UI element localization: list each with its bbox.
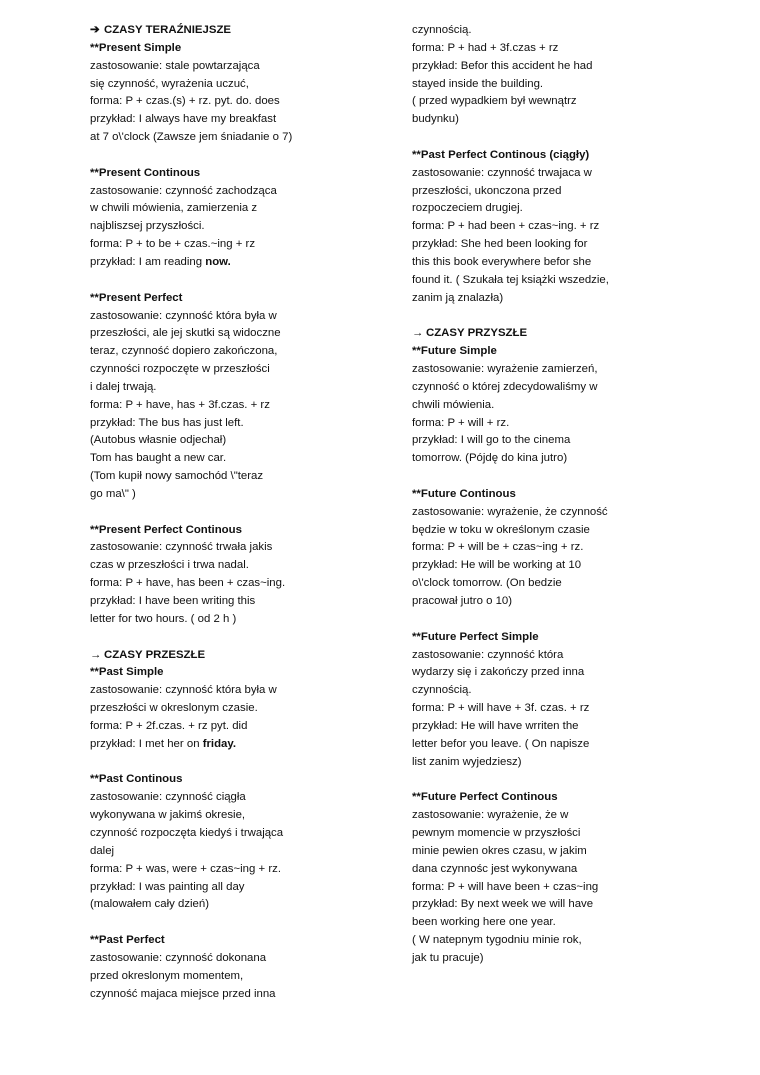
text-line xyxy=(412,111,742,129)
line-text: jak tu pracuje) xyxy=(412,951,484,964)
text-line xyxy=(90,843,390,861)
text-line xyxy=(90,379,390,397)
line-text: przykład: He will have wrriten the xyxy=(412,719,579,732)
text-line xyxy=(412,754,742,772)
text-line xyxy=(90,254,390,272)
blank-line xyxy=(90,272,390,290)
text-line xyxy=(90,397,390,415)
line-text: przykład: I have been writing this xyxy=(90,595,256,607)
line-text: będzie w toku w określonym czasie xyxy=(412,523,590,536)
text-line xyxy=(90,236,390,254)
text-line xyxy=(412,575,742,593)
tense-heading-text: **Future Continous xyxy=(412,487,516,500)
tense-heading-text: **Past Simple xyxy=(90,666,164,679)
line-text: wydarzy się i zakończy przed inna xyxy=(412,666,585,679)
text-line xyxy=(90,682,390,700)
text-line xyxy=(90,896,390,914)
line-text: czynność majaca miejsce przed inna xyxy=(90,987,276,1000)
text-line xyxy=(90,557,390,575)
text-line xyxy=(90,718,390,736)
line-text: najbliszsej przyszłości. xyxy=(90,220,205,233)
section-heading xyxy=(90,22,390,40)
text-line xyxy=(412,682,742,700)
text-line xyxy=(412,272,742,290)
tense-heading-text: **Past Perfect Continous (ciągły) xyxy=(412,148,590,161)
text-line xyxy=(412,58,742,76)
tense-heading xyxy=(90,932,390,950)
text-line xyxy=(90,736,390,754)
tense-heading xyxy=(90,771,390,789)
line-text: przykład: I will go to the cinema xyxy=(412,434,571,447)
line-text: pewnym momencie w przyszłości xyxy=(412,826,581,839)
text-line xyxy=(412,539,742,557)
text-line xyxy=(90,575,390,593)
text-line xyxy=(412,200,742,218)
line-text: Tom has baught a new car. xyxy=(90,452,227,465)
line-text: przykład: I always have my breakfast xyxy=(90,113,277,126)
tense-heading xyxy=(90,40,390,58)
line-text: zastosowanie: czynność która była w xyxy=(90,309,277,322)
line-text: zastosowanie: czynność ciągła xyxy=(90,791,246,804)
line-text: zastosowanie: czynność która xyxy=(412,648,564,661)
text-line xyxy=(90,129,390,147)
text-line xyxy=(412,22,742,40)
line-text: list zanim wyjedziesz) xyxy=(412,755,522,768)
line-text: letter befor you leave. ( On napisze xyxy=(412,737,590,750)
text-line xyxy=(412,361,742,379)
left-column xyxy=(90,22,390,1003)
text-line xyxy=(90,432,390,450)
tense-heading-text: **Future Perfect Continous xyxy=(412,791,558,804)
tense-heading xyxy=(412,343,742,361)
tense-heading-text: **Future Simple xyxy=(412,345,497,358)
line-text: forma: P + had been + czas~ing. + rz xyxy=(412,220,600,233)
line-text: zastosowanie: czynność trwała jakis xyxy=(90,541,273,554)
emphasis-text: friday. xyxy=(202,737,237,750)
line-text: czas w przeszłości i trwa nadal. xyxy=(90,559,249,572)
line-text: forma: P + to be + czas.~ing + rz xyxy=(90,238,256,251)
text-line xyxy=(90,986,390,1004)
line-text: czynność o której zdecydowaliśmy w xyxy=(412,380,598,393)
text-line xyxy=(412,379,742,397)
section-heading-text: CZASY PRZESZŁE xyxy=(104,648,206,661)
text-line xyxy=(90,450,390,468)
text-line xyxy=(90,325,390,343)
line-text: się czynność, wyrażenia uczuć, xyxy=(90,77,249,90)
line-text: found it. ( Szukała tej książki wszedzie, xyxy=(412,273,609,286)
arrow-right-icon: → xyxy=(90,648,102,661)
tense-heading-text: **Past Perfect xyxy=(90,934,165,947)
line-text: (Autobus własnie odjechał) xyxy=(90,434,227,447)
line-text: wykonywana w jakimś okresie, xyxy=(90,809,246,822)
line-text: forma: P + 2f.czas. + rz pyt. did xyxy=(90,719,248,732)
line-text: forma: P + czas.(s) + rz. pyt. do. does xyxy=(90,95,280,108)
blank-line xyxy=(412,468,742,486)
text-line xyxy=(412,825,742,843)
line-text: minie pewien okres czasu, w jakim xyxy=(412,844,587,857)
text-line xyxy=(412,415,742,433)
section-heading-text: CZASY TERAŹNIEJSZE xyxy=(104,24,232,36)
blank-line xyxy=(412,308,742,326)
line-text: forma: P + have, has been + czas~ing. xyxy=(90,577,286,590)
text-line xyxy=(412,736,742,754)
line-text: tomorrow. (Pójdę do kina jutro) xyxy=(412,452,568,465)
text-line xyxy=(412,522,742,540)
line-text: przykład: Befor this accident he had xyxy=(412,59,593,72)
line-text: at 7 o\'clock (Zawsze jem śniadanie o 7) xyxy=(90,131,293,144)
text-line xyxy=(412,254,742,272)
line-text: przykład: I was painting all day xyxy=(90,880,245,893)
blank-line xyxy=(412,611,742,629)
text-line xyxy=(412,807,742,825)
section-heading-text: CZASY PRZYSZŁE xyxy=(426,327,528,340)
text-line xyxy=(412,218,742,236)
text-line xyxy=(412,290,742,308)
line-text: zastosowanie: wyrażenie zamierzeń, xyxy=(412,363,598,376)
line-text: i dalej trwają. xyxy=(90,380,157,393)
tense-heading xyxy=(412,486,742,504)
tense-heading xyxy=(90,290,390,308)
blank-line xyxy=(90,147,390,165)
line-text: chwili mówienia. xyxy=(412,398,495,411)
text-line xyxy=(412,896,742,914)
line-text: zastosowanie: czynność która była w xyxy=(90,684,277,697)
line-text: (Tom kupił nowy samochód \"teraz xyxy=(90,470,264,483)
text-line xyxy=(412,504,742,522)
line-text: czynność rozpoczęta kiedyś i trwająca xyxy=(90,826,284,839)
text-line xyxy=(90,486,390,504)
text-line xyxy=(412,664,742,682)
text-line xyxy=(90,415,390,433)
line-text: czynności rozpoczęte w przeszłości xyxy=(90,363,270,376)
text-line xyxy=(90,183,390,201)
line-text: ( W natepnym tygodniu minie rok, xyxy=(412,934,582,947)
line-text: zastosowanie: wyrażenie, że w xyxy=(412,809,569,822)
text-line xyxy=(412,950,742,968)
line-text: przed okreslonym momentem, xyxy=(90,969,244,982)
blank-line xyxy=(90,629,390,647)
tense-heading xyxy=(412,629,742,647)
blank-line xyxy=(90,754,390,772)
line-text: this this book everywhere befor she xyxy=(412,255,592,268)
text-line xyxy=(412,861,742,879)
line-text: zastosowanie: stale powtarzająca xyxy=(90,59,260,72)
text-line xyxy=(90,593,390,611)
text-line xyxy=(412,432,742,450)
line-text: forma: P + have, has + 3f.czas. + rz xyxy=(90,398,270,411)
emphasis-text: now. xyxy=(205,255,231,268)
text-line xyxy=(412,593,742,611)
line-text: letter for two hours. ( od 2 h ) xyxy=(90,612,237,625)
text-line xyxy=(412,93,742,111)
text-line xyxy=(90,950,390,968)
arrow-right-icon: ➔ xyxy=(90,24,100,36)
right-column xyxy=(412,22,742,968)
tense-heading-text: **Future Perfect Simple xyxy=(412,630,539,643)
section-heading xyxy=(412,325,742,343)
line-text: zastosowanie: czynność dokonana xyxy=(90,951,267,964)
text-line xyxy=(412,450,742,468)
line-text: ( przed wypadkiem był wewnątrz xyxy=(412,95,577,108)
text-line xyxy=(412,165,742,183)
tense-heading-text: **Present Perfect xyxy=(90,291,183,304)
text-line xyxy=(90,343,390,361)
line-text: forma: P + had + 3f.czas + rz xyxy=(412,41,559,54)
text-line xyxy=(90,308,390,326)
text-line xyxy=(90,825,390,843)
text-line xyxy=(412,647,742,665)
text-line xyxy=(412,718,742,736)
text-line xyxy=(90,539,390,557)
line-text: forma: P + will + rz. xyxy=(412,416,510,429)
line-text: dana czynnośc jest wykonywana xyxy=(412,862,578,875)
line-text: budynku) xyxy=(412,113,459,126)
text-line xyxy=(90,807,390,825)
line-text: stayed inside the building. xyxy=(412,77,544,90)
text-line xyxy=(90,789,390,807)
line-text: przeszłości, ale jej skutki są widoczne xyxy=(90,327,281,340)
text-line xyxy=(90,58,390,76)
text-line xyxy=(90,200,390,218)
text-line xyxy=(90,611,390,629)
text-line xyxy=(90,861,390,879)
line-text: forma: P + will be + czas~ing + rz. xyxy=(412,541,584,554)
blank-line xyxy=(412,771,742,789)
tense-heading-text: **Present Continous xyxy=(90,166,201,179)
text-line xyxy=(412,879,742,897)
line-text: zastosowanie: wyrażenie, że czynność xyxy=(412,505,608,518)
text-line xyxy=(90,361,390,379)
line-text: forma: P + will have been + czas~ing xyxy=(412,880,599,893)
line-text: pracował jutro o 10) xyxy=(412,595,513,607)
text-line xyxy=(412,40,742,58)
blank-line xyxy=(90,914,390,932)
text-line xyxy=(412,397,742,415)
line-text: przykład: She hed been looking for xyxy=(412,238,588,251)
tense-heading-text: **Past Continous xyxy=(90,773,183,786)
line-text: rozpoczeciem drugiej. xyxy=(412,202,523,215)
line-text: forma: P + was, were + czas~ing + rz. xyxy=(90,862,281,875)
text-line xyxy=(412,236,742,254)
tense-heading-text: **Present Perfect Continous xyxy=(90,523,242,536)
text-line xyxy=(90,700,390,718)
tense-heading xyxy=(90,165,390,183)
text-line xyxy=(90,111,390,129)
line-text: dalej xyxy=(90,844,115,857)
text-line xyxy=(90,879,390,897)
line-text: go ma\" ) xyxy=(90,487,136,500)
line-text: przykład: The bus has just left. xyxy=(90,416,244,429)
line-text: w chwili mówienia, zamierzenia z xyxy=(90,202,258,215)
line-text: czynnością. xyxy=(412,684,472,697)
line-text: przykład: I met her on xyxy=(90,737,203,750)
line-text: czynnością. xyxy=(412,24,472,36)
text-line xyxy=(412,843,742,861)
text-line xyxy=(90,968,390,986)
line-text: zanim ją znalazła) xyxy=(412,291,504,304)
tense-heading xyxy=(90,664,390,682)
tense-heading xyxy=(90,522,390,540)
tense-heading-text: **Present Simple xyxy=(90,41,182,54)
line-text: teraz, czynność dopiero zakończona, xyxy=(90,345,278,358)
text-line xyxy=(412,76,742,94)
text-line xyxy=(412,700,742,718)
line-text: (malowałem cały dzień) xyxy=(90,898,210,911)
tense-heading xyxy=(412,789,742,807)
line-text: been working here one year. xyxy=(412,916,556,929)
line-text: przykład: I am reading xyxy=(90,255,206,268)
text-line xyxy=(90,93,390,111)
line-text: przeszłości, ukonczona przed xyxy=(412,184,562,197)
arrow-right-icon: → xyxy=(412,327,424,340)
text-line xyxy=(90,76,390,94)
line-text: zastosowanie: czynność zachodząca xyxy=(90,184,277,197)
line-text: przykład: By next week we will have xyxy=(412,898,594,911)
line-text: przeszłości w okreslonym czasie. xyxy=(90,702,258,715)
blank-line xyxy=(412,129,742,147)
section-heading xyxy=(90,647,390,665)
line-text: przykład: He will be working at 10 xyxy=(412,559,582,572)
text-line xyxy=(412,932,742,950)
line-text: forma: P + will have + 3f. czas. + rz xyxy=(412,702,590,715)
line-text: zastosowanie: czynność trwajaca w xyxy=(412,166,592,179)
text-line xyxy=(412,183,742,201)
text-line xyxy=(90,218,390,236)
text-line xyxy=(90,468,390,486)
blank-line xyxy=(90,504,390,522)
tense-heading xyxy=(412,147,742,165)
text-line xyxy=(412,914,742,932)
text-line xyxy=(412,557,742,575)
line-text: o\'clock tomorrow. (On bedzie xyxy=(412,577,562,590)
